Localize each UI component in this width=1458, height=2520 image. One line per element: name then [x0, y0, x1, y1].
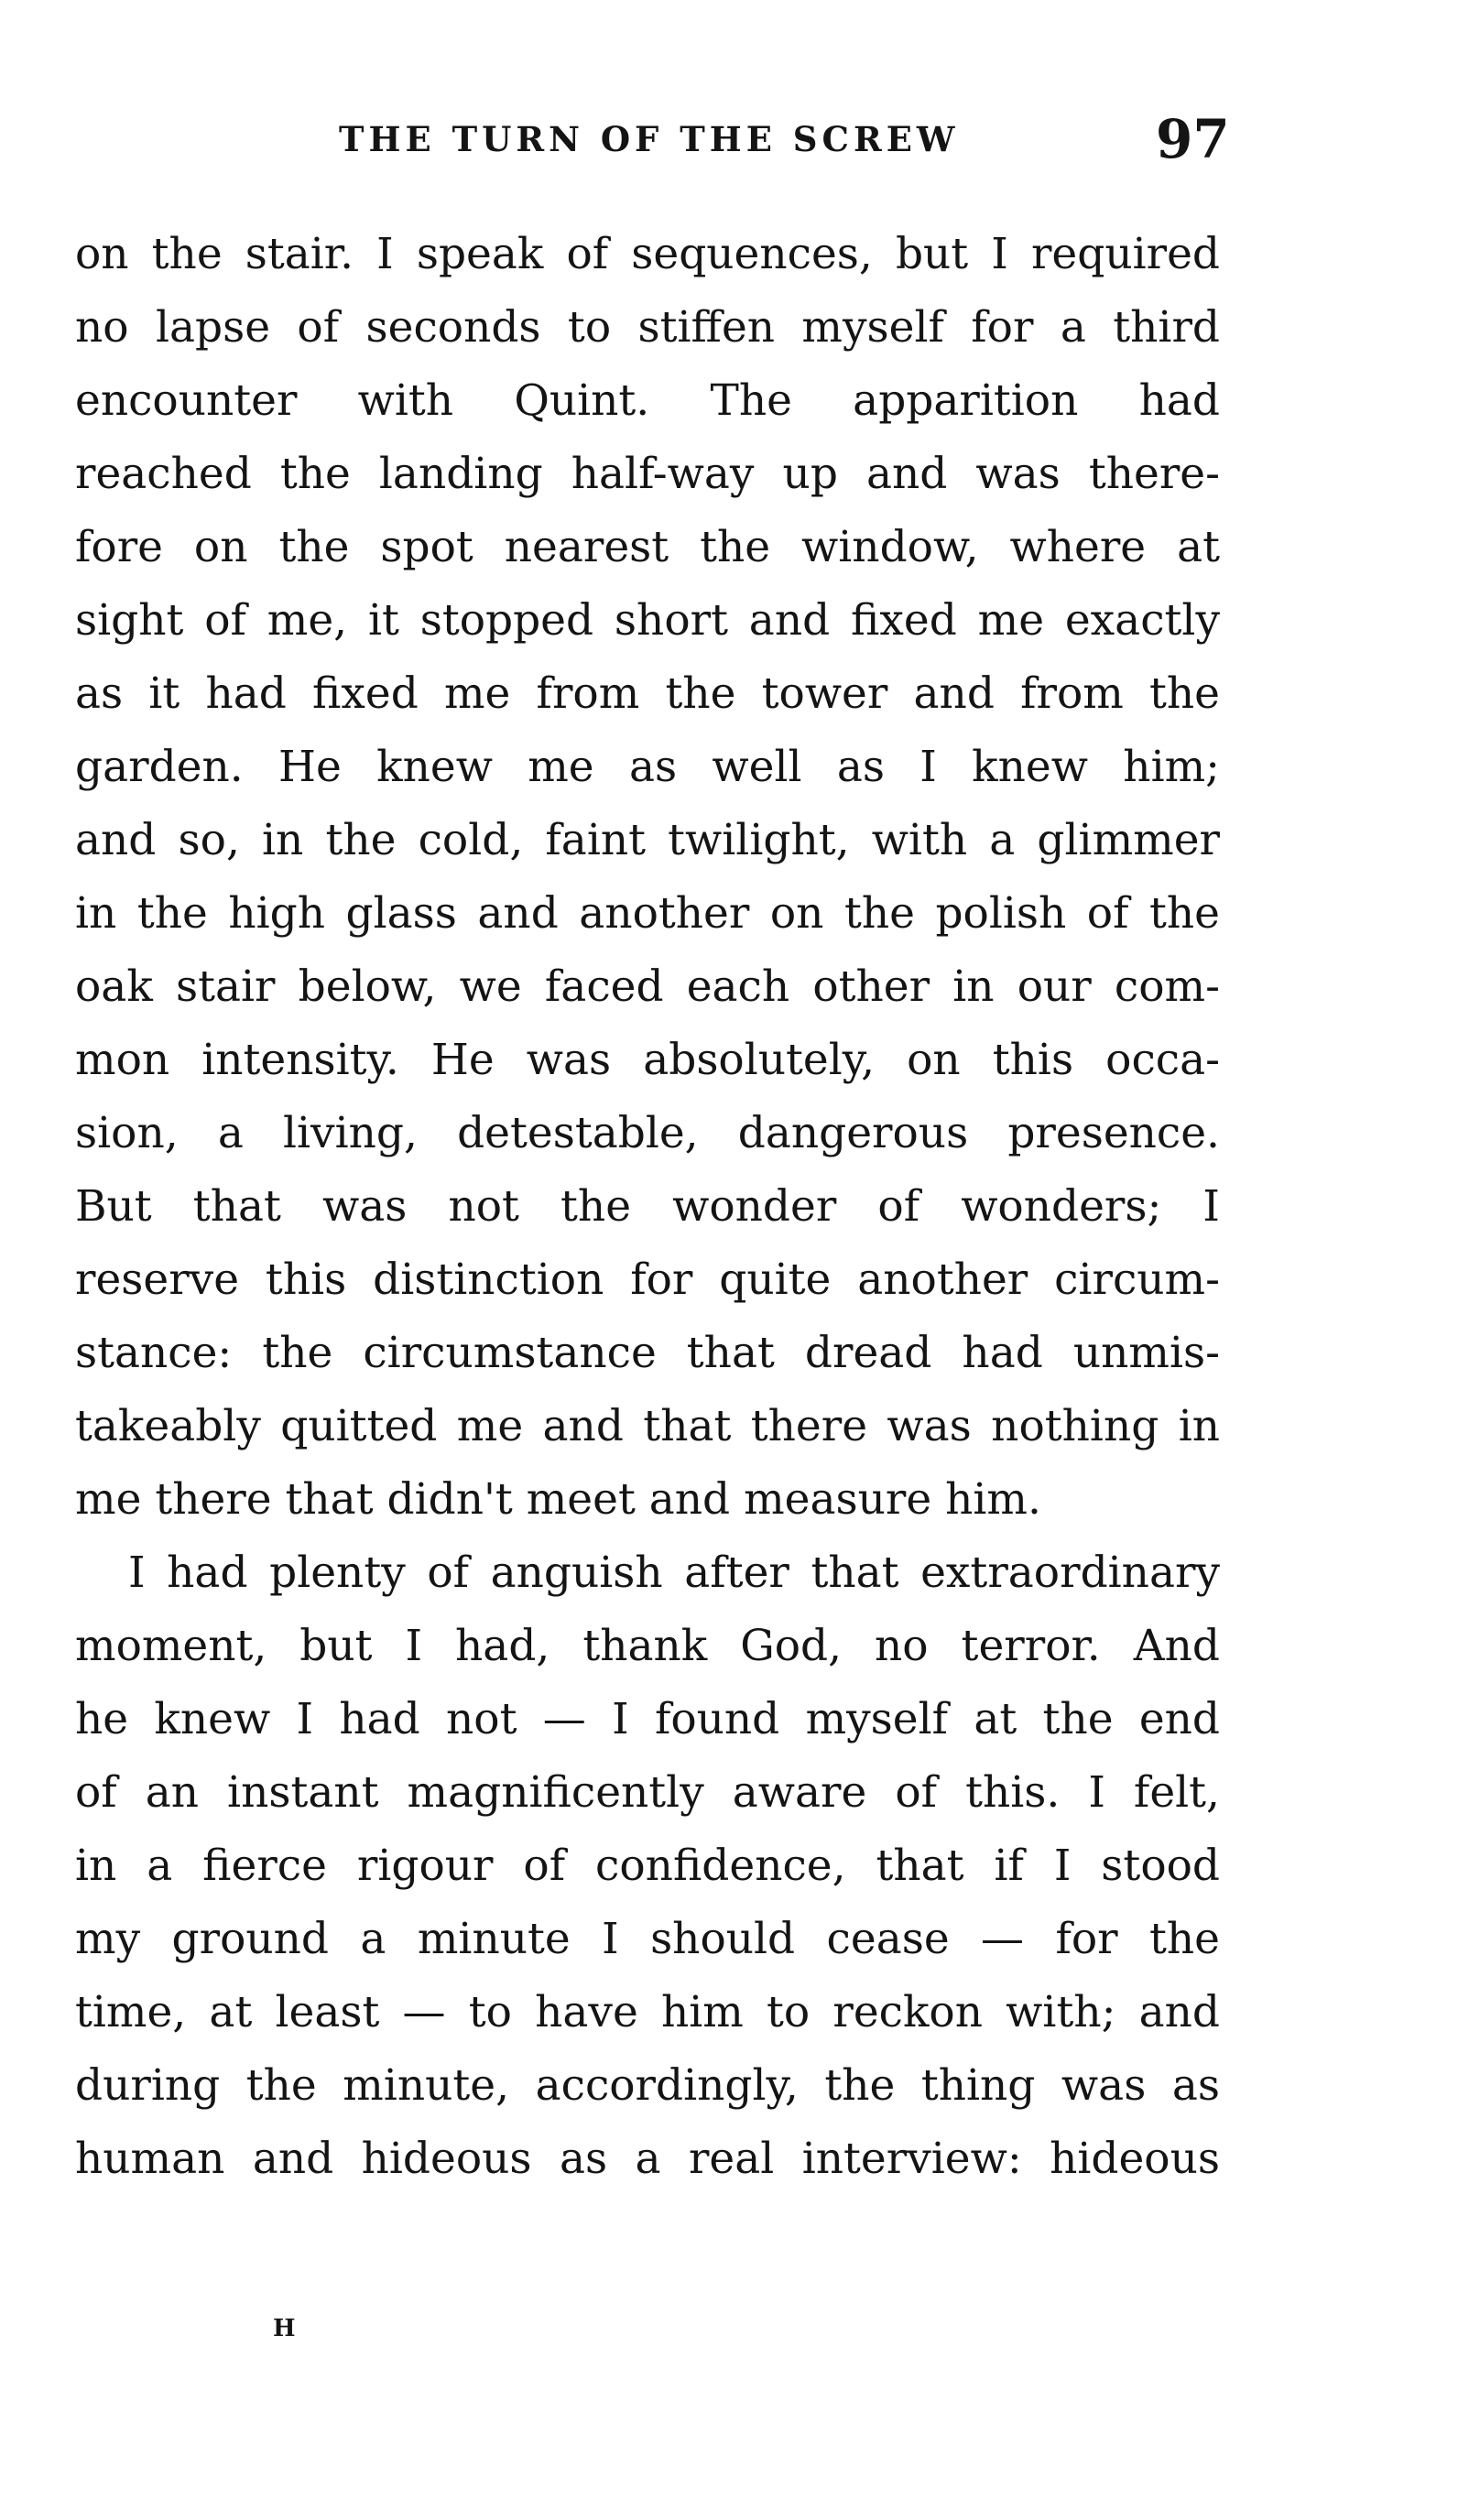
body-text [75, 218, 1220, 2196]
text-line: reserve this distinction for quite another circum- [75, 1255, 1220, 1305]
running-title: THE TURN OF THE SCREW [339, 119, 960, 159]
text-line: me there that didn't meet and measure him. [75, 1474, 1041, 1525]
text-line: fore on the spot nearest the window, where at [75, 522, 1220, 572]
text-line: on the stair. I speak of sequences, but I required [75, 229, 1220, 279]
text-line: he knew I had not — I found myself at the end [75, 1694, 1220, 1744]
paragraph [75, 1537, 1220, 2196]
text-line: But that was not the wonder of wonders; I [75, 1181, 1220, 1232]
text-line: during the minute, accordingly, the thing was as [75, 2060, 1220, 2111]
page-number: 97 [1156, 108, 1230, 170]
text-line: sight of me, it stopped short and fixed me exactly [75, 595, 1220, 646]
text-line: mon intensity. He was absolutely, on this occa- [75, 1035, 1220, 1085]
paragraph [75, 218, 1220, 1537]
text-line: and so, in the cold, faint twilight, with a glimmer [75, 815, 1220, 865]
text-line: in a fierce rigour of confidence, that if I stood [75, 1841, 1220, 1891]
text-line: I had plenty of anguish after that extraordinary [128, 1548, 1220, 1598]
text-line: in the high glass and another on the polish of the [75, 888, 1220, 939]
text-line: no lapse of seconds to stiffen myself for a third [75, 302, 1220, 353]
text-line: moment, but I had, thank God, no terror. And [75, 1621, 1220, 1671]
text-line: garden. He knew me as well as I knew him; [75, 742, 1220, 792]
signature-mark: H [273, 2315, 297, 2342]
text-line: my ground a minute I should cease — for the [75, 1914, 1220, 1964]
text-line: human and hideous as a real interview: hideous [75, 2134, 1220, 2184]
text-line: oak stair below, we faced each other in our com- [75, 961, 1220, 1012]
text-line: as it had fixed me from the tower and from the [75, 668, 1220, 719]
text-line: reached the landing half-way up and was there- [75, 449, 1220, 499]
text-line: time, at least — to have him to reckon with; and [75, 1987, 1220, 2037]
text-line: of an instant magnificently aware of this. I felt, [75, 1767, 1220, 1818]
text-line: encounter with Quint. The apparition had [75, 375, 1220, 426]
running-head [0, 108, 1458, 170]
text-line: sion, a living, detestable, dangerous presence. [75, 1108, 1220, 1158]
text-line: takeably quitted me and that there was nothing in [75, 1401, 1220, 1451]
text-line: stance: the circumstance that dread had unmis- [75, 1328, 1220, 1378]
